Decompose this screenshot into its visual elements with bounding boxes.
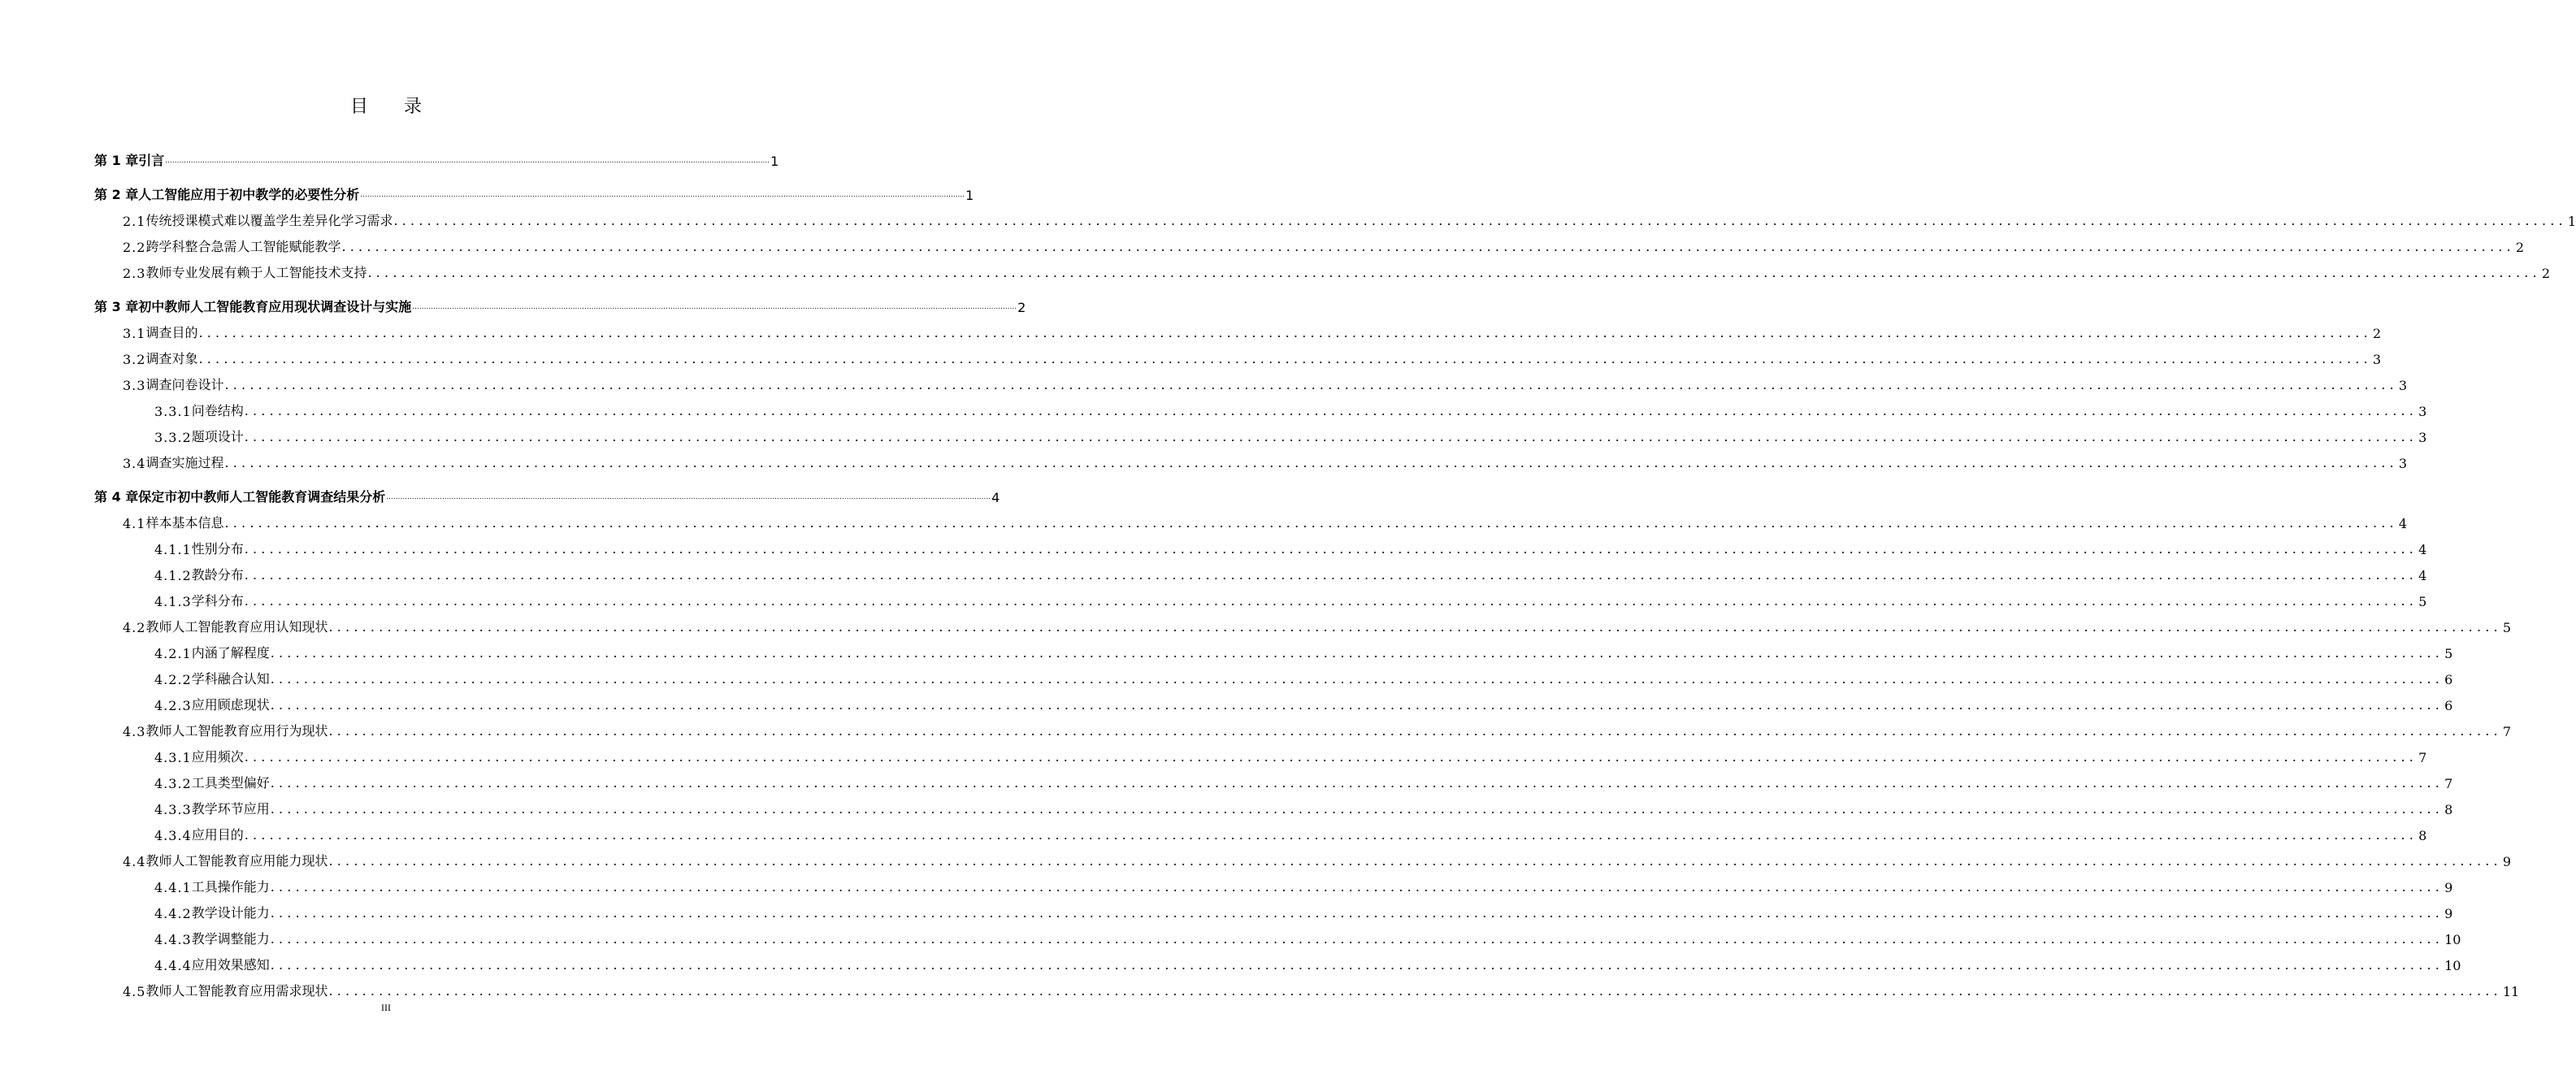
entry-title: 教龄分布 — [191, 567, 244, 583]
entry-page-number: 5 — [2502, 620, 2511, 635]
entry-number: 4.5 — [123, 984, 146, 999]
entry-page-number: 7 — [2502, 724, 2511, 739]
toc-section-entry[interactable] — [0, 616, 2511, 635]
dot-leader: .................................................................................................................................................................................................................................................................... — [244, 593, 2418, 609]
dot-leader: .................................................................................................................................................................................................................................................................... — [328, 853, 2502, 869]
entry-title: 调查问卷设计 — [145, 377, 224, 392]
entry-page-number: 3 — [2372, 352, 2381, 367]
entry-number: 4.2.2 — [154, 672, 192, 687]
toc-title: 目 录 — [349, 97, 422, 117]
entry-title: 工具操作能力 — [191, 879, 270, 895]
entry-page-number: 1 — [2567, 214, 2576, 229]
entry-page-number: 2 — [2515, 240, 2524, 255]
entry-page-number: 6 — [2444, 698, 2453, 713]
dot-leader: .................................................................................................................................................................................................................................................................... — [198, 325, 2372, 340]
toc-subsection-entry[interactable] — [0, 538, 2427, 557]
entry-number: 4.2 — [123, 620, 146, 635]
entry-number: 4.2.1 — [154, 646, 192, 661]
entry-number: 4.4.1 — [154, 880, 192, 895]
entry-number: 3.1 — [123, 326, 146, 341]
dot-leader: .................................................................................................................................................................................................................................................................... — [270, 905, 2444, 921]
dot-leader: .................................................................................................................................................................................................................................................................... — [244, 567, 2418, 583]
entry-number: 4.3 — [123, 724, 146, 739]
entry-number: 第 4 章 — [94, 489, 139, 505]
entry-title: 样本基本信息 — [145, 515, 224, 531]
dot-leader: .................................................................................................................................................................................................................................................................... — [270, 645, 2444, 661]
dot-leader: .................................................................................................................................................................................................................................................................... — [270, 775, 2444, 791]
entry-number: 4.3.2 — [154, 776, 192, 791]
entry-title: 工具类型偏好 — [191, 775, 270, 791]
entry-page-number: 2 — [1017, 300, 1026, 315]
entry-page-number: 9 — [2444, 880, 2453, 895]
entry-number: 4.1.2 — [154, 568, 192, 583]
entry-title: 应用目的 — [191, 827, 244, 843]
entry-page-number: 4 — [2418, 568, 2427, 583]
toc-subsection-entry[interactable] — [0, 876, 2453, 895]
entry-number: 2.3 — [123, 266, 146, 281]
toc-subsection-entry[interactable] — [0, 590, 2427, 609]
entry-number: 4.1 — [123, 516, 146, 531]
dot-leader: .................................................................................................................................................................................................................................................................... — [393, 213, 2567, 228]
dot-leader: .................................................................................................................................................................................................................................................................... — [367, 265, 2541, 280]
dot-leader: .................................................................................................................................................................................................................................................................... — [244, 827, 2418, 843]
entry-page-number: 11 — [2502, 984, 2520, 999]
toc-section-entry[interactable] — [0, 512, 2407, 531]
entry-page-number: 8 — [2444, 802, 2453, 817]
entry-page-number: 8 — [2418, 828, 2427, 843]
entry-title: 学科融合认知 — [191, 671, 270, 687]
entry-number: 2.1 — [123, 214, 146, 229]
toc-subsection-entry[interactable] — [0, 746, 2427, 765]
entry-title: 初中教师人工智能教育应用现状调查设计与实施 — [138, 299, 412, 314]
toc-subsection-entry[interactable] — [0, 954, 2461, 973]
toc-subsection-entry[interactable] — [0, 642, 2453, 661]
dot-leader: .................................................................................................................................................................................................................................................................... — [360, 191, 965, 199]
dot-leader: .................................................................................................................................................................................................................................................................... — [328, 723, 2502, 739]
dot-leader: .................................................................................................................................................................................................................................................................... — [270, 671, 2444, 687]
dot-leader: .................................................................................................................................................................................................................................................................... — [270, 957, 2444, 973]
dot-leader: .................................................................................................................................................................................................................................................................... — [270, 931, 2444, 947]
dot-leader: .................................................................................................................................................................................................................................................................... — [224, 455, 2398, 470]
entry-title: 调查对象 — [145, 351, 198, 366]
entry-page-number: 4 — [2398, 516, 2407, 531]
toc-section-entry[interactable] — [0, 850, 2511, 869]
entry-number: 3.2 — [123, 352, 146, 367]
entry-number: 4.1.1 — [154, 542, 192, 557]
entry-title: 教学环节应用 — [191, 801, 270, 817]
dot-leader: .................................................................................................................................................................................................................................................................... — [165, 157, 770, 165]
toc-section-entry[interactable] — [0, 236, 2524, 255]
dot-leader: .................................................................................................................................................................................................................................................................... — [244, 541, 2418, 557]
toc-chapter-entry[interactable] — [0, 150, 779, 169]
entry-title: 保定市初中教师人工智能教育调查结果分析 — [138, 489, 386, 505]
dot-leader: .................................................................................................................................................................................................................................................................... — [328, 983, 2502, 999]
entry-number: 4.4.4 — [154, 958, 192, 973]
toc-section-entry[interactable] — [0, 452, 2407, 471]
entry-page-number: 5 — [2418, 594, 2427, 609]
dot-leader: .................................................................................................................................................................................................................................................................... — [270, 801, 2444, 817]
toc-section-entry[interactable] — [0, 262, 2550, 281]
entry-number: 2.2 — [123, 240, 146, 255]
entry-number: 4.4 — [123, 854, 146, 869]
entry-page-number: 4 — [991, 490, 1000, 505]
toc-section-entry[interactable] — [0, 720, 2511, 739]
entry-title: 教师专业发展有赖于人工智能技术支持 — [145, 265, 367, 280]
toc-section-entry[interactable] — [0, 374, 2407, 393]
entry-title: 引言 — [138, 153, 165, 168]
toc-subsection-entry[interactable] — [0, 902, 2453, 921]
entry-title: 应用顾虑现状 — [191, 697, 270, 713]
toc-section-entry[interactable] — [0, 322, 2381, 341]
dot-leader: .................................................................................................................................................................................................................................................................... — [244, 403, 2418, 418]
entry-page-number: 9 — [2444, 906, 2453, 921]
dot-leader: .................................................................................................................................................................................................................................................................... — [270, 879, 2444, 895]
toc-subsection-entry[interactable] — [0, 668, 2453, 687]
entry-number: 4.1.3 — [154, 594, 192, 609]
toc-section-entry[interactable] — [0, 210, 2576, 229]
entry-title: 内涵了解程度 — [191, 645, 270, 661]
entry-page-number: 2 — [2541, 266, 2550, 281]
entry-title: 性别分布 — [191, 541, 244, 557]
entry-page-number: 2 — [2372, 326, 2381, 341]
entry-page-number: 1 — [965, 188, 974, 203]
toc-chapter-entry[interactable] — [0, 296, 1026, 315]
dot-leader: .................................................................................................................................................................................................................................................................... — [244, 749, 2418, 765]
toc-subsection-entry[interactable] — [0, 772, 2453, 791]
entry-title: 教师人工智能教育应用行为现状 — [145, 723, 328, 739]
dot-leader: .................................................................................................................................................................................................................................................................... — [386, 493, 991, 501]
entry-number: 4.4.3 — [154, 932, 192, 947]
dot-leader: .................................................................................................................................................................................................................................................................... — [328, 619, 2502, 635]
toc-section-entry[interactable] — [0, 980, 2520, 999]
toc-chapter-entry[interactable] — [0, 184, 974, 203]
entry-title: 题项设计 — [191, 429, 244, 444]
entry-page-number: 3 — [2398, 378, 2407, 393]
entry-title: 人工智能应用于初中教学的必要性分析 — [138, 187, 360, 202]
entry-number: 4.3.3 — [154, 802, 192, 817]
entry-number: 3.3 — [123, 378, 146, 393]
entry-title: 调查目的 — [145, 325, 198, 340]
entry-title: 教学设计能力 — [191, 905, 270, 921]
toc-section-entry[interactable] — [0, 348, 2381, 367]
entry-title: 传统授课模式难以覆盖学生差异化学习需求 — [145, 213, 393, 228]
entry-number: 4.3.1 — [154, 750, 192, 765]
toc-subsection-entry[interactable] — [0, 564, 2427, 583]
entry-page-number: 9 — [2502, 854, 2511, 869]
entry-page-number: 1 — [770, 154, 779, 169]
entry-page-number: 7 — [2418, 750, 2427, 765]
toc-chapter-entry[interactable] — [0, 486, 1000, 505]
page-number-footer: III — [381, 1002, 391, 1013]
dot-leader: .................................................................................................................................................................................................................................................................... — [341, 239, 2515, 254]
toc-subsection-entry[interactable] — [0, 928, 2461, 947]
entry-title: 教师人工智能教育应用需求现状 — [145, 983, 328, 999]
entry-page-number: 4 — [2418, 542, 2427, 557]
entry-title: 应用效果感知 — [191, 957, 270, 973]
entry-number: 4.2.3 — [154, 698, 192, 713]
entry-page-number: 3 — [2418, 430, 2427, 445]
dot-leader: .................................................................................................................................................................................................................................................................... — [198, 351, 2372, 366]
entry-title: 问卷结构 — [191, 403, 244, 418]
toc-subsection-entry[interactable] — [0, 426, 2427, 445]
entry-title: 教师人工智能教育应用认知现状 — [145, 619, 328, 635]
entry-title: 教师人工智能教育应用能力现状 — [145, 853, 328, 869]
entry-number: 第 1 章 — [94, 153, 139, 168]
entry-page-number: 3 — [2418, 404, 2427, 419]
toc-subsection-entry[interactable] — [0, 694, 2453, 713]
entry-page-number: 5 — [2444, 646, 2453, 661]
entry-number: 第 2 章 — [94, 187, 139, 202]
toc-subsection-entry[interactable] — [0, 400, 2427, 419]
entry-page-number: 7 — [2444, 776, 2453, 791]
dot-leader: .................................................................................................................................................................................................................................................................... — [412, 303, 1017, 311]
entry-number: 3.3.2 — [154, 430, 192, 445]
entry-title: 应用频次 — [191, 749, 244, 765]
entry-title: 跨学科整合急需人工智能赋能教学 — [145, 239, 341, 254]
entry-page-number: 10 — [2444, 958, 2461, 973]
entry-title: 学科分布 — [191, 593, 244, 609]
entry-title: 调查实施过程 — [145, 455, 224, 470]
dot-leader: .................................................................................................................................................................................................................................................................... — [224, 515, 2398, 531]
dot-leader: .................................................................................................................................................................................................................................................................... — [270, 697, 2444, 713]
entry-page-number: 6 — [2444, 672, 2453, 687]
entry-title: 教学调整能力 — [191, 931, 270, 947]
entry-page-number: 10 — [2444, 932, 2461, 947]
toc-subsection-entry[interactable] — [0, 824, 2427, 843]
toc-subsection-entry[interactable] — [0, 798, 2453, 817]
dot-leader: .................................................................................................................................................................................................................................................................... — [244, 429, 2418, 444]
entry-number: 4.4.2 — [154, 906, 192, 921]
entry-number: 3.4 — [123, 456, 146, 471]
entry-page-number: 3 — [2398, 456, 2407, 471]
dot-leader: .................................................................................................................................................................................................................................................................... — [224, 377, 2398, 392]
entry-number: 第 3 章 — [94, 299, 139, 314]
entry-number: 3.3.1 — [154, 404, 192, 419]
entry-number: 4.3.4 — [154, 828, 192, 843]
